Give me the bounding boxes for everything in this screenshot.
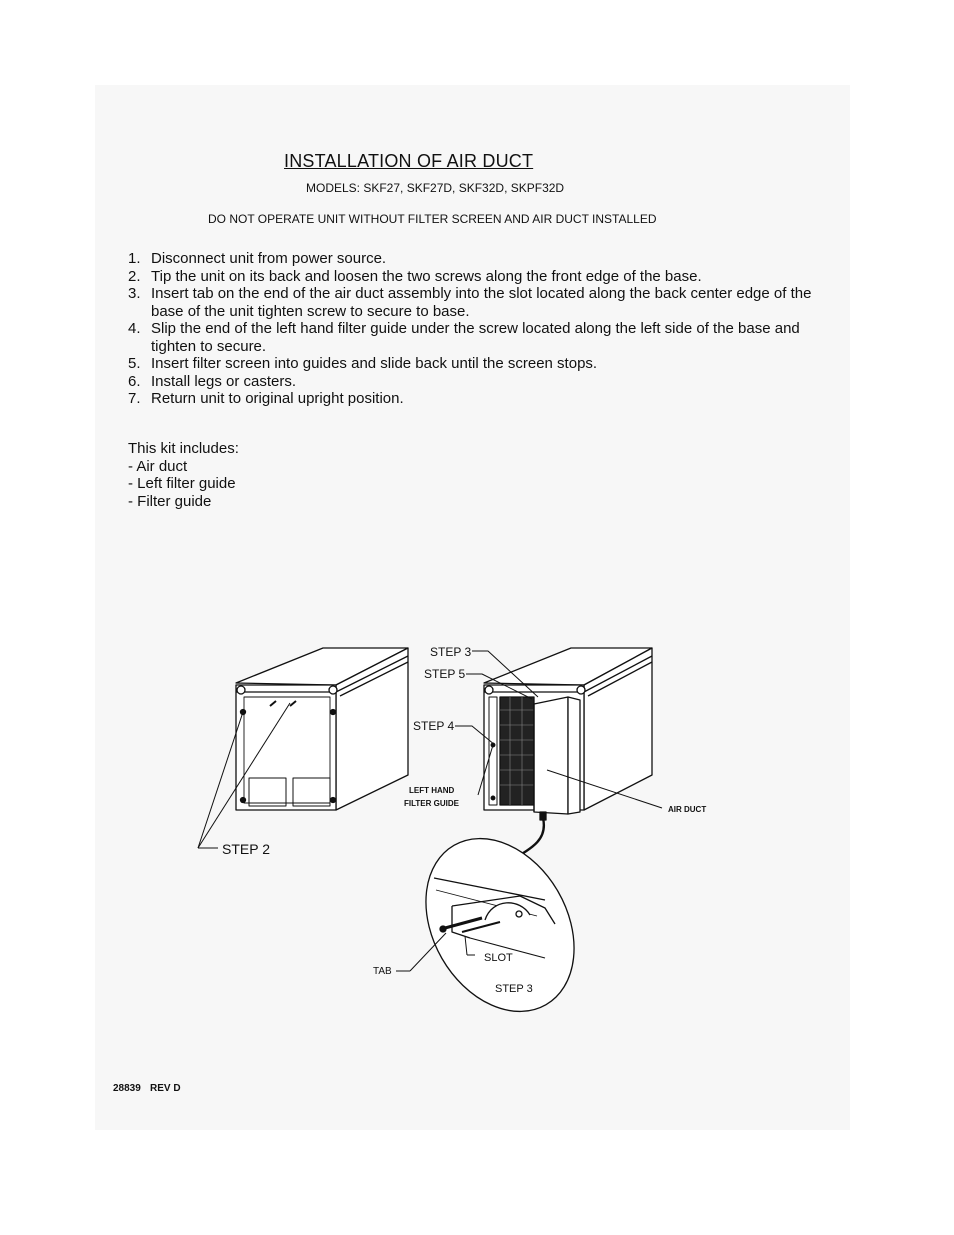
page-title: INSTALLATION OF AIR DUCT [284,151,534,171]
label-left-hand: LEFT HAND [409,786,455,795]
label-step3-top: STEP 3 [430,645,472,659]
models-line: MODELS: SKF27, SKF27D, SKF32D, SKPF32D [306,181,565,195]
installation-diagram [150,630,770,1030]
document-number: 28839 [113,1083,141,1094]
slot-detail-drawing [396,812,604,1030]
step-item: 4. Slip the end of the left hand filter guide under the screw located along the left side of the base and tighten to secure. [128,320,800,355]
kit-heading: This kit includes: [128,440,239,457]
step-item: 2. Tip the unit on its back and loosen the two screws along the front edge of the base. [128,267,702,285]
label-step4: STEP 4 [413,719,455,733]
label-step5: STEP 5 [424,667,466,681]
label-step3-bottom: STEP 3 [495,983,533,995]
label-tab: TAB [373,966,392,977]
label-slot: SLOT [484,952,513,964]
kit-item: - Left filter guide [128,475,236,492]
kit-item: - Air duct [128,457,188,475]
kit-contents [128,440,239,510]
right-unit-drawing [455,648,662,862]
label-filter-guide: FILTER GUIDE [404,799,459,808]
instruction-steps [128,250,838,408]
warning-line: DO NOT OPERATE UNIT WITHOUT FILTER SCREEN AND AIR DUCT INSTALLED [208,212,657,226]
step-item: 1. Disconnect unit from power source. [128,250,387,267]
step-item: 3. Insert tab on the end of the air duct assembly into the slot located along the back center edge of the base of the unit tighten screw to secure to base. [128,285,812,320]
revision-label: REV D [150,1083,181,1094]
step-item: 7. Return unit to original upright position. [128,390,404,407]
step-item: 6. Install legs or casters. [128,372,297,390]
label-air-duct: AIR DUCT [668,805,707,814]
step-item: 5. Insert filter screen into guides and slide back until the screen stops. [128,355,598,372]
kit-item: - Filter guide [128,492,212,510]
label-step2: STEP 2 [222,841,270,857]
left-unit-drawing [198,648,408,848]
